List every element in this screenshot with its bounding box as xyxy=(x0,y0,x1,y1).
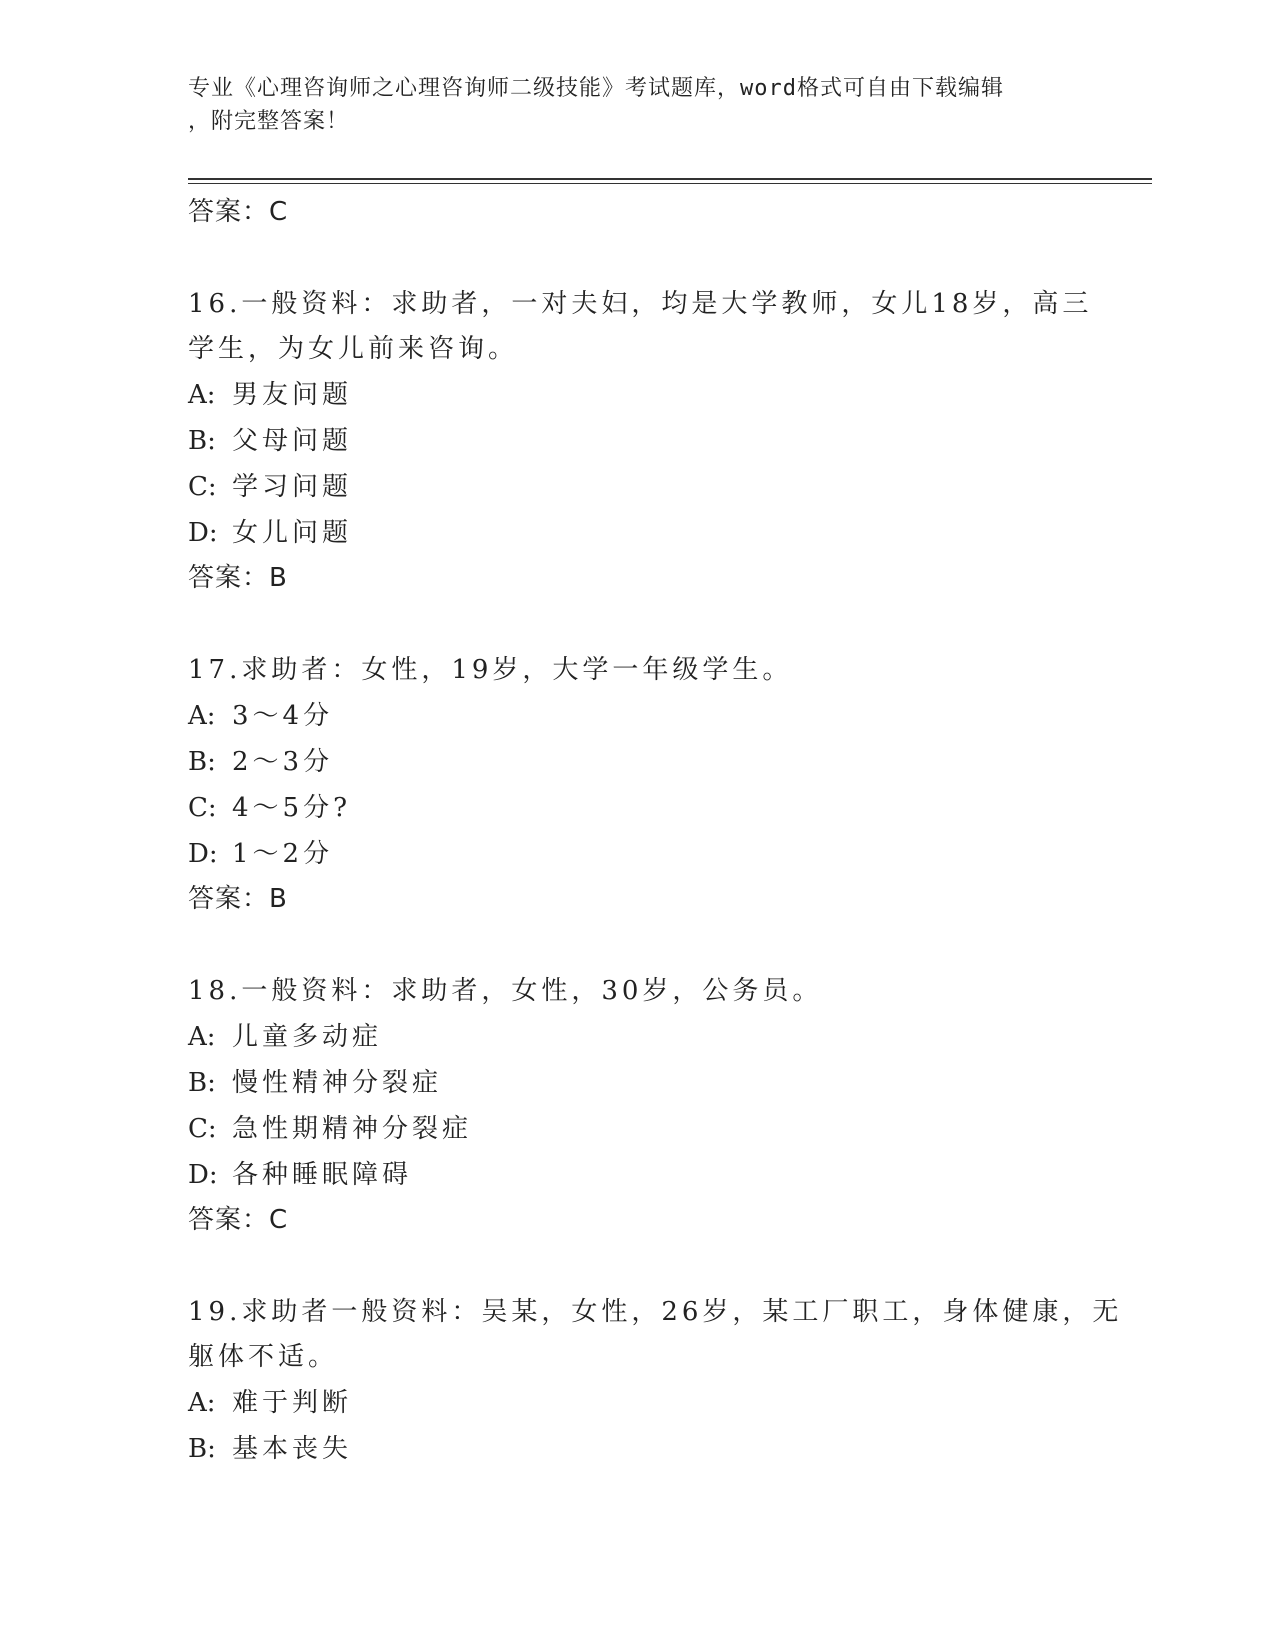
question-text: 学生，为女儿前来咨询。 xyxy=(188,334,519,364)
option-a xyxy=(188,1014,1128,1060)
option-text: 基本丧失 xyxy=(232,1434,353,1464)
question-block xyxy=(188,969,1128,1243)
option-letter: A: xyxy=(188,1022,216,1052)
header-divider-thin xyxy=(188,183,1152,184)
option-text: 4～5分? xyxy=(232,793,352,823)
option-b xyxy=(188,739,1128,785)
spacer xyxy=(188,922,1128,969)
option-c xyxy=(188,464,1128,510)
option-text: 各种睡眠障碍 xyxy=(232,1160,413,1190)
question-block xyxy=(188,648,1128,922)
option-letter: A: xyxy=(188,380,216,410)
option-text: 2～3分 xyxy=(232,747,334,777)
spacer xyxy=(188,235,1128,282)
option-d xyxy=(188,831,1128,877)
answer-label: 答案：B xyxy=(188,884,288,914)
option-b xyxy=(188,1060,1128,1106)
option-a xyxy=(188,1380,1128,1426)
option-d xyxy=(188,1152,1128,1198)
option-text: 1～2分 xyxy=(232,839,334,869)
option-letter: D: xyxy=(188,1160,218,1190)
question-list xyxy=(188,190,1128,1472)
option-text: 难于判断 xyxy=(232,1388,353,1418)
header-divider xyxy=(188,178,1152,180)
option-letter: B: xyxy=(188,1068,216,1098)
option-a xyxy=(188,693,1128,739)
question-block xyxy=(188,1290,1128,1472)
option-letter: B: xyxy=(188,426,216,456)
option-letter: C: xyxy=(188,793,217,823)
option-d xyxy=(188,510,1128,556)
option-text: 学习问题 xyxy=(232,472,353,502)
option-letter: D: xyxy=(188,518,218,548)
question-text: 19.求助者一般资料：吴某，女性，26岁，某工厂职工，身体健康，无 xyxy=(188,1297,1123,1327)
document-header xyxy=(188,72,1088,138)
option-letter: A: xyxy=(188,701,216,731)
option-letter: C: xyxy=(188,472,217,502)
header-line-2: ，附完整答案！ xyxy=(188,109,350,134)
answer-label: 答案：C xyxy=(188,1205,289,1235)
option-text: 女儿问题 xyxy=(232,518,353,548)
question-text: 17.求助者：女性，19岁，大学一年级学生。 xyxy=(188,655,793,685)
spacer xyxy=(188,601,1128,648)
option-a xyxy=(188,372,1128,418)
option-b xyxy=(188,418,1128,464)
spacer xyxy=(188,1243,1128,1290)
option-letter: C: xyxy=(188,1114,217,1144)
option-letter: B: xyxy=(188,1434,216,1464)
option-text: 男友问题 xyxy=(232,380,353,410)
option-text: 急性期精神分裂症 xyxy=(232,1114,473,1144)
option-letter: B: xyxy=(188,747,216,777)
answer-label: 答案：C xyxy=(188,197,289,227)
option-b xyxy=(188,1426,1128,1472)
option-c xyxy=(188,1106,1128,1152)
option-letter: D: xyxy=(188,839,218,869)
option-text: 3～4分 xyxy=(232,701,334,731)
option-text: 儿童多动症 xyxy=(232,1022,383,1052)
option-text: 慢性精神分裂症 xyxy=(232,1068,443,1098)
option-text: 父母问题 xyxy=(232,426,353,456)
question-text: 18.一般资料：求助者，女性，30岁，公务员。 xyxy=(188,976,823,1006)
answer-label: 答案：B xyxy=(188,563,288,593)
question-text: 16.一般资料：求助者，一对夫妇，均是大学教师，女儿18岁，高三 xyxy=(188,289,1093,319)
option-c xyxy=(188,785,1128,831)
question-block xyxy=(188,282,1128,601)
option-letter: A: xyxy=(188,1388,216,1418)
header-line-1: 专业《心理咨询师之心理咨询师二级技能》考试题库，word格式可自由下载编辑 xyxy=(188,76,1004,101)
question-text: 躯体不适。 xyxy=(188,1342,339,1372)
